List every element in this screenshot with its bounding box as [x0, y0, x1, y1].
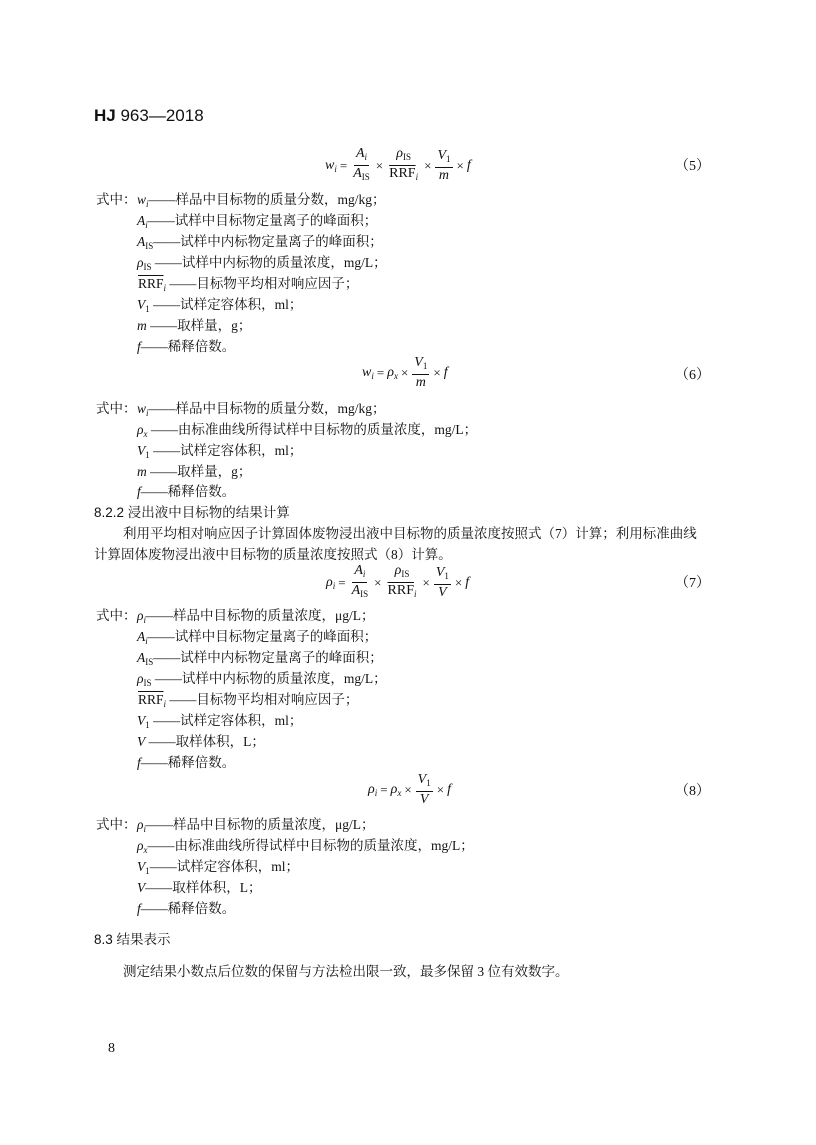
definition-item: $\rho_{IS}$ ——试样中内标物的质量浓度，mg/L； [137, 255, 387, 272]
equation-5: $w_i$ = $\frac{A_i}{A_{IS}}$ × $\frac{\rho_{IS}}{\overline{RRF}_i}$ × $\frac{V_1}{m}$ × f [325, 146, 471, 183]
definition-item: $V_1$ ——试样定容体积，ml； [137, 297, 303, 314]
equation-number-7: （7） [675, 576, 710, 591]
paragraph-8-3: 测定结果小数点后位数的保留与方法检出限一致，最多保留 3 位有效数字。 [123, 964, 569, 979]
definition-item: $\rho_x$ ——由标准曲线所得试样中目标物的质量浓度，mg/L； [137, 422, 478, 439]
section-heading-8-2-2: 8.2.2 浸出液中目标物的结果计算 [94, 505, 290, 520]
equation-number-8: （8） [675, 784, 710, 799]
definition-item: $\rho_x——$由标准曲线所得试样中目标物的质量浓度，mg/L； [137, 838, 474, 855]
equation-number-6: （6） [675, 368, 710, 383]
standard-identifier [94, 106, 204, 126]
definition-item: $A_i——$试样中目标物定量离子的峰面积； [137, 213, 378, 230]
definition-item: $\rho_{IS}$ ——试样中内标物的质量浓度，mg/L； [137, 671, 387, 688]
equation-7: $\rho_i$ = $\frac{A_i}{A_{IS}}$ × $\frac{\rho_{IS}}{\overline{RRF}_i}$ × $\frac{V_1}{V}$ × f [326, 563, 470, 600]
definition-item: $A_{IS}——$试样中内标物定量离子的峰面积； [137, 650, 383, 667]
definition-item: $V_1$ ——试样定容体积，ml； [137, 713, 303, 730]
paragraph-8-2-2-line-1: 利用平均相对响应因子计算固体废物浸出液中目标物的质量浓度按照式（7）计算；利用标准曲线 [123, 526, 697, 541]
where-label-8: 式中： [96, 817, 137, 832]
page-number: 8 [108, 1041, 115, 1056]
equation-8: $\rho_i$ = $\rho_x$ × $\frac{V_1}{V}$ × f [368, 772, 451, 807]
definition-item: $A_i——$试样中目标物定量离子的峰面积； [137, 629, 378, 646]
definition-item: $w_i——$样品中目标物的质量分数，mg/kg； [137, 401, 386, 418]
where-label-6: 式中： [96, 401, 137, 416]
definition-item: $w_i——$样品中目标物的质量分数，mg/kg； [137, 192, 386, 209]
std-number: 963—2018 [120, 106, 204, 125]
std-prefix: HJ [94, 106, 116, 125]
where-label-5: 式中： [96, 192, 137, 207]
definition-item: $\overline{RRF}_i$ ——目标物平均相对响应因子； [138, 276, 359, 293]
equation-number-5: （5） [675, 159, 710, 174]
definition-item: $V_1——$试样定容体积，ml； [137, 859, 300, 876]
definition-item: $V_1$ ——试样定容体积，ml； [137, 443, 303, 460]
definition-item: $A_{IS}——$试样中内标物定量离子的峰面积； [137, 234, 383, 251]
where-label-7: 式中： [96, 608, 137, 623]
definition-item: $\rho_i——$样品中目标物的质量浓度，μg/L； [137, 608, 375, 625]
definition-item: f——稀释倍数。 [137, 755, 236, 770]
section-heading-8-3: 8.3 结果表示 [94, 932, 171, 947]
definition-item: $\rho_i——$样品中目标物的质量浓度，μg/L； [137, 817, 375, 834]
definition-item: V——取样体积，L； [137, 880, 262, 895]
definition-item: m ——取样量，g； [137, 464, 252, 479]
definition-item: f——稀释倍数。 [137, 901, 236, 916]
definition-item: m ——取样量，g； [137, 318, 252, 333]
paragraph-8-2-2-line-2: 计算固体废物浸出液中目标物的质量浓度按照式（8）计算。 [94, 547, 452, 562]
equation-6: $w_i$ = $\rho_x$ × $\frac{V_1}{m}$ × f [362, 355, 448, 390]
definition-item: f——稀释倍数。 [137, 484, 236, 499]
definition-item: V ——取样体积，L； [137, 734, 265, 749]
definition-item: f——稀释倍数。 [137, 339, 236, 354]
definition-item: $\overline{RRF}_i$ ——目标物平均相对响应因子； [138, 692, 359, 709]
